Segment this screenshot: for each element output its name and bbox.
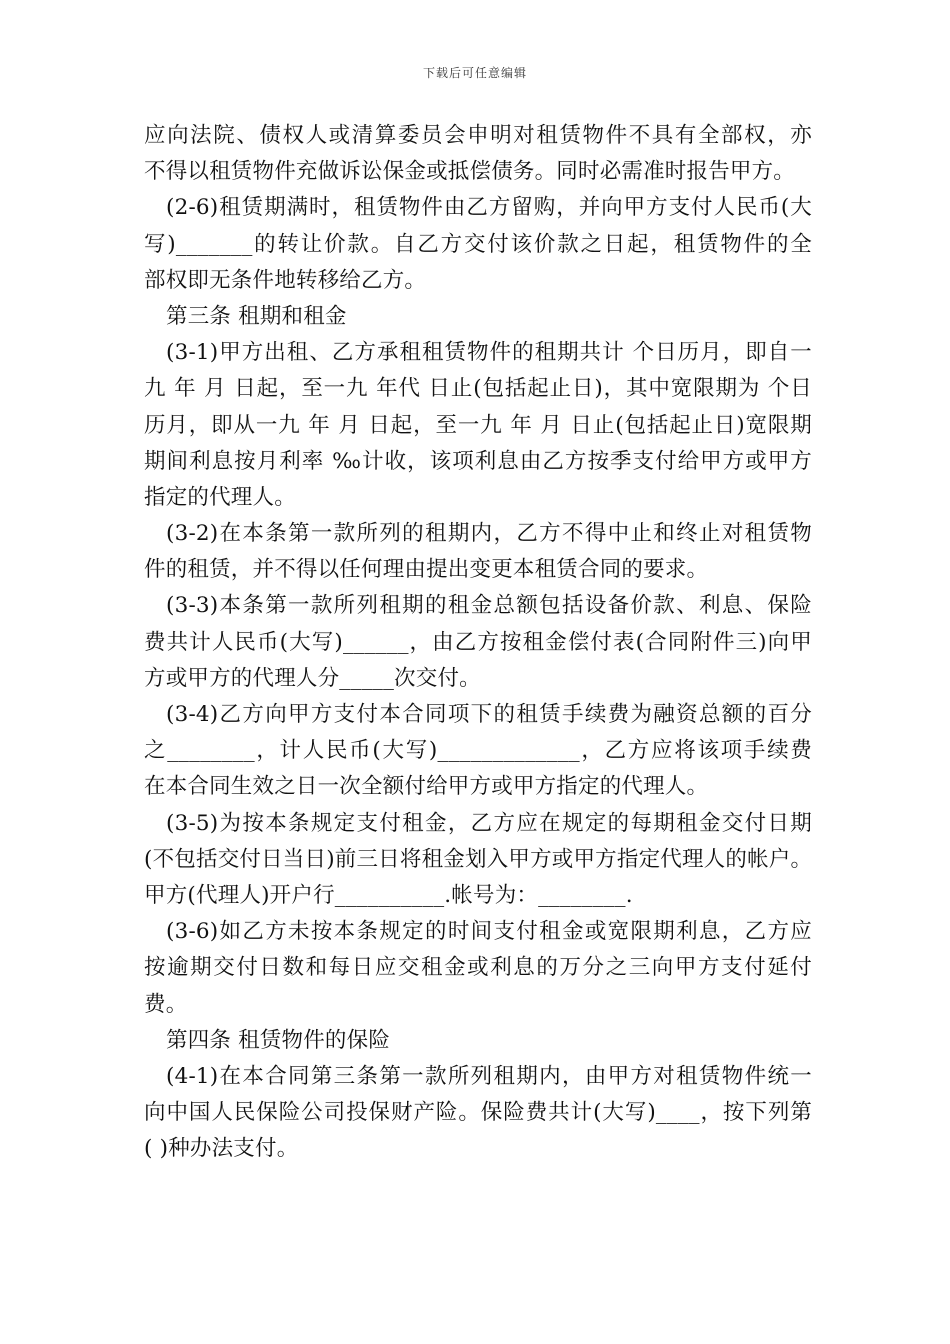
- page-header: 下载后可任意编辑: [422, 66, 527, 80]
- text-line: (3-2)在本条第一款所列的租期内，乙方不得中止和终止对租赁物: [166, 521, 812, 547]
- text-line: 历月，即从一九 年 月 日起，至一九 年 月 日止(包括起止日)宽限期: [144, 412, 812, 438]
- text-line: 在本合同生效之日一次全额付给甲方或甲方指定的代理人。: [144, 774, 709, 800]
- text-line: 按逾期交付日数和每日应交租金或利息的万分之三向甲方支付延付: [144, 955, 812, 981]
- text-line: (3-5)为按本条规定支付租金，乙方应在规定的每期租金交付日期: [166, 810, 812, 836]
- text-line: (3-3)本条第一款所列租期的租金总额包括设备价款、利息、保险: [166, 593, 812, 619]
- text-line: (4-1)在本合同第三条第一款所列租期内，由甲方对租赁物件统一: [166, 1063, 812, 1089]
- document-body: [144, 118, 812, 1167]
- section-heading: 第四条 租赁物件的保险: [166, 1027, 391, 1053]
- text-line: (3-6)如乙方未按本条规定的时间支付租金或宽限期利息，乙方应: [166, 919, 812, 945]
- text-line: (不包括交付日当日)前三日将租金划入甲方或甲方指定代理人的帐户。: [144, 846, 813, 872]
- text-line: 费共计人民币(大写)______，由乙方按租金偿付表(合同附件三)向甲: [144, 629, 812, 655]
- text-line: 之________，计人民币(大写)_____________，乙方应将该项手续费: [144, 738, 812, 764]
- text-line: 费。: [144, 991, 188, 1017]
- text-line: 写)_______的转让价款。自乙方交付该价款之日起，租赁物件的全: [144, 231, 812, 257]
- text-line: 指定的代理人。: [144, 484, 296, 510]
- text-line: (3-1)甲方出租、乙方承租租赁物件的租期共计 个日历月，即自一: [166, 340, 812, 366]
- section-heading: 第三条 租期和租金: [166, 303, 347, 329]
- text-line: 应向法院、债权人或清算委员会申明对租赁物件不具有全部权，亦: [144, 123, 812, 148]
- text-line: 件的租赁，并不得以任何理由提出变更本租赁合同的要求。: [144, 557, 709, 583]
- text-line: 九 年 月 日起，至一九 年代 日止(包括起止日)，其中宽限期为 个日: [144, 376, 812, 402]
- text-line: (3-4)乙方向甲方支付本合同项下的租赁手续费为融资总额的百分: [166, 702, 812, 727]
- text-line: 向中国人民保险公司投保财产险。保险费共计(大写)____，按下列第: [144, 1100, 812, 1126]
- text-line: (2-6)租赁期满时，租赁物件由乙方留购，并向甲方支付人民币(大: [166, 195, 812, 221]
- text-line: 方或甲方的代理人分_____次交付。: [144, 665, 481, 691]
- text-line: ( )种办法支付。: [144, 1136, 299, 1162]
- text-line: 甲方(代理人)开户行__________.帐号为：________.: [144, 882, 633, 908]
- text-line: 不得以租赁物件充做诉讼保金或抵偿债务。同时必需准时报告甲方。: [144, 159, 796, 185]
- text-line: 部权即无条件地转移给乙方。: [144, 267, 427, 293]
- text-line: 期间利息按月利率 ‰计收，该项利息由乙方按季支付给甲方或甲方: [144, 448, 812, 474]
